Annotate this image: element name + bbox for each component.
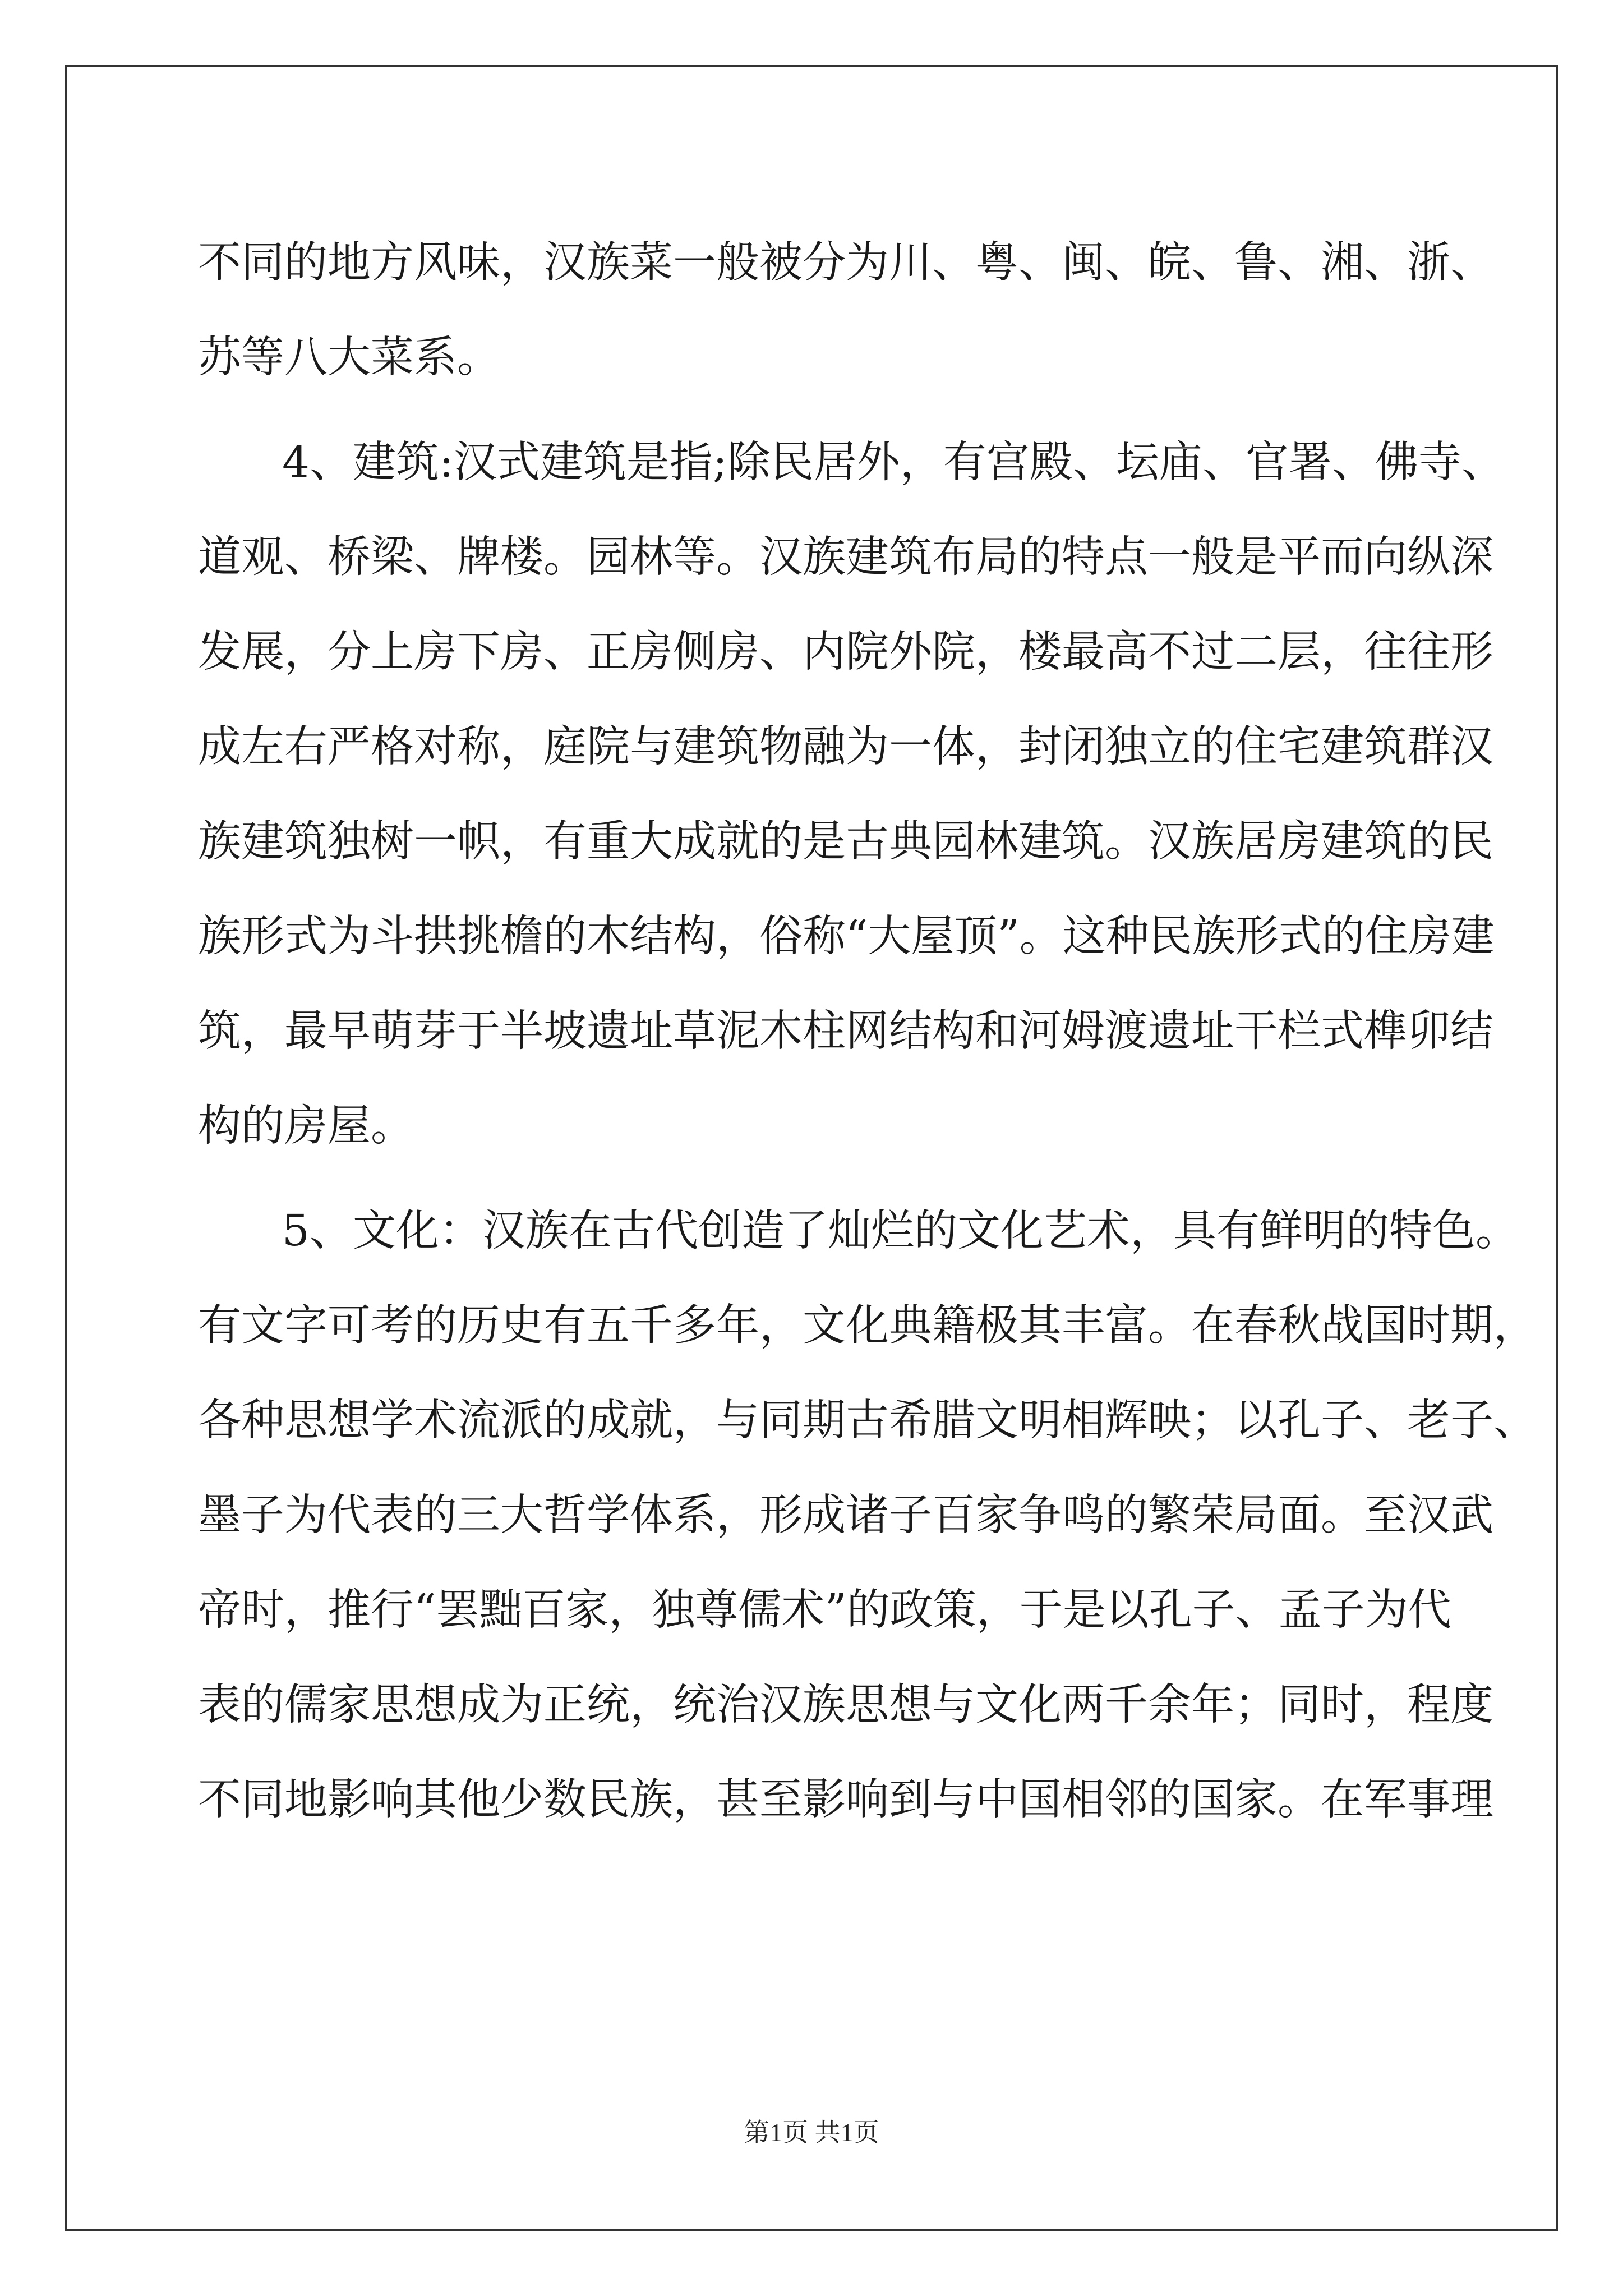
text-line: 苏等八大菜系。 — [198, 333, 500, 383]
text-line: 表的儒家思想成为正统，统治汉族思想与文化两千余年；同时，程度 — [198, 1680, 1493, 1730]
text-line: 道观、桥梁、牌楼。园林等。汉族建筑布局的特点一般是平而向纵深 — [198, 532, 1493, 582]
text-line: 成左右严格对称，庭院与建筑物融为一体，封闭独立的住宅建筑群汉 — [198, 722, 1493, 772]
text-line: 发展，分上房下房、正房侧房、内院外院，楼最高不过二层，往往形 — [198, 627, 1493, 677]
text-line: 墨子为代表的三大哲学体系，形成诸子百家争鸣的繁荣局面。至汉武 — [198, 1490, 1493, 1540]
text-line: 5、文化：汉族在古代创造了灿烂的文化艺术，具有鲜明的特色。 — [282, 1206, 1519, 1256]
page-number-footer: 第1页 共1页 — [744, 2118, 879, 2147]
text-line: 不同的地方风味，汉族菜一般被分为川、粤、闽、皖、鲁、湘、浙、 — [198, 238, 1493, 288]
text-line: 构的房屋。 — [198, 1101, 414, 1151]
text-line: 有文字可考的历史有五千多年，文化典籍极其丰富。在春秋战国时期， — [198, 1301, 1537, 1351]
text-line: 不同地影响其他少数民族，甚至影响到与中国相邻的国家。在军事理 — [198, 1775, 1493, 1825]
text-line: 各种思想学术流派的成就，与同期古希腊文明相辉映；以孔子、老子、 — [198, 1396, 1537, 1446]
document-body — [198, 215, 1537, 1847]
text-line: 族建筑独树一帜，有重大成就的是古典园林建筑。汉族居房建筑的民 — [198, 817, 1493, 867]
text-line: 帝时，推行“罢黜百家，独尊儒术”的政策，于是以孔子、孟子为代 — [198, 1585, 1451, 1635]
text-line: 4、建筑:汉式建筑是指;除民居外，有宫殿、坛庙、官署、佛寺、 — [282, 438, 1505, 487]
text-line: 筑，最早萌芽于半坡遗址草泥木柱网结构和河姆渡遗址干栏式榫卯结 — [198, 1006, 1493, 1056]
text-line: 族形式为斗拱挑檐的木结构，俗称“大屋顶”。这种民族形式的住房建 — [198, 912, 1495, 961]
